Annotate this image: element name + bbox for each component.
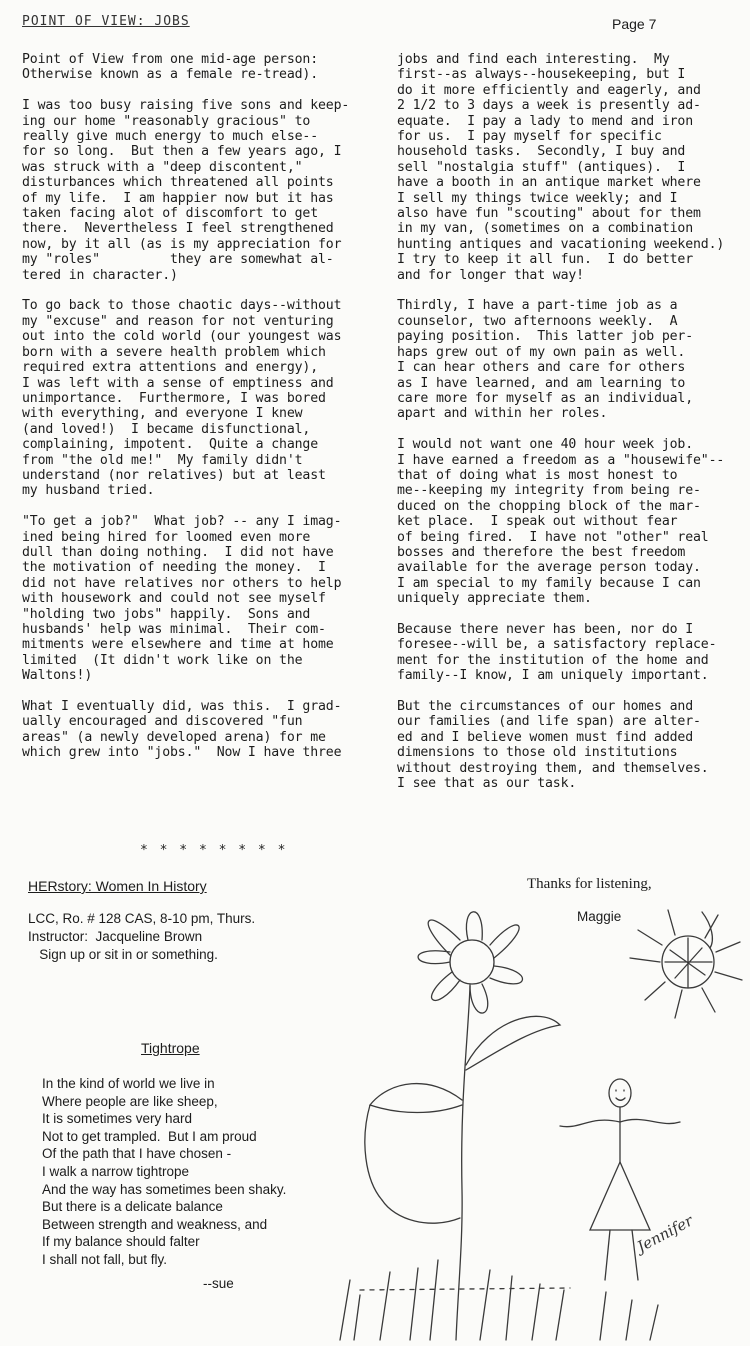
- section-header: POINT OF VIEW: JOBS: [22, 14, 190, 29]
- poem-line: Not to get trampled. But I am proud: [42, 1128, 257, 1144]
- article-paragraph: Point of View from one mid-age person: Otherwise known as a female re-tread).: [22, 52, 319, 83]
- poem-line: I walk a narrow tightrope: [42, 1163, 190, 1179]
- article-paragraph: Because there never has been, nor do I foresee--will be, a satisfactory replace- ment for the institution of the home and family--I know, I am uniquely important.: [397, 621, 717, 684]
- herstory-heading: HERstory: Women In History: [28, 878, 207, 894]
- article-paragraph: "To get a job?" What job? -- any I imag- ined being hired for loomed even more dull than doing nothing. I did not have the motivation of needing the money. I did not have relatives nor others to help with housework and could not see myself "holding two jobs" happily. Sons and husbands' help was minimal. Their com- mitments were elsewhere and time at home limited (It didn't work like on the Waltons!): [22, 514, 342, 684]
- closing-line: Thanks for listening,: [527, 876, 652, 892]
- star-separator: * * * * * * * *: [140, 843, 288, 858]
- poem-line: Between strength and weakness, and: [42, 1216, 268, 1232]
- sun-drawing: [630, 910, 742, 1018]
- poem-line: I shall not fall, but fly.: [42, 1251, 168, 1267]
- stick-figure-drawing: [560, 1079, 680, 1280]
- page-number: Page 7: [612, 16, 657, 32]
- article-paragraph: I was too busy raising five sons and keep- ing our home "reasonably gracious" to really give much energy to much else-- for so long. But then a few years ago, I was struck with a "deep discontent," disturbances which threatened all points of my life. I am happier now but it has taken facing alot of discomfort to get there. Nevertheless I feel strengthened now, by it all (as is my appreciation for my "roles" they are somewhat al- tered in character.): [22, 98, 350, 283]
- flower-drawing: [365, 912, 560, 1340]
- article-paragraph: Thirdly, I have a part-time job as a counselor, two afternoons weekly. A paying position. This latter job per- haps grew out of my own pain as well. I can hear others and care for others as I have learned, and am learning to care more for myself as an individual, apart and within her roles.: [397, 298, 694, 422]
- herstory-details: LCC, Ro. # 128 CAS, 8-10 pm, Thurs. Instructor: Jacqueline Brown Sign up or sit in or something.: [28, 911, 256, 962]
- artist-signature: Jennifer: [634, 1211, 696, 1256]
- article-paragraph: jobs and find each interesting. My first--as always--housekeeping, but I do it more efficiently and eagerly, and 2 1/2 to 3 days a week is presently ad- equate. I pay a lady to mend and iron for us. I pay myself for specific household tasks. Secondly, I buy and sell "nostalgia stuff" (antiques). I have a booth in an antique market where I sell my things twice weekly; and I also have fun "scouting" about for them in my van, (sometimes on a combination hunting antiques and vacationing weekend.) I try to keep it all fun. I do better and for longer that way!: [397, 52, 725, 283]
- poem-line: It is sometimes very hard: [42, 1111, 193, 1127]
- poem-body: [42, 1075, 286, 1269]
- poem-line: Where people are like sheep,: [42, 1093, 218, 1109]
- article-paragraph: What I eventually did, was this. I grad- ually encouraged and discovered "fun areas" (a newly developed arena) for me which grew into "jobs." Now I have three: [22, 699, 342, 761]
- article-right-column: [397, 52, 747, 807]
- article-left-column: [22, 52, 372, 776]
- grass-drawing: [340, 1260, 658, 1340]
- author-signature: Maggie: [577, 909, 622, 924]
- poem-line: But there is a delicate balance: [42, 1199, 223, 1215]
- article-paragraph: But the circumstances of our homes and our families (and life span) are alter- ed and I believe women must find added dimensions to those old institutions without destroying them, and themselves. I see that as our task.: [397, 699, 709, 792]
- poem-line: If my balance should falter: [42, 1234, 200, 1250]
- child-drawing: [320, 900, 750, 1346]
- poem-line: In the kind of world we live in: [42, 1076, 215, 1091]
- poem-author: --sue: [203, 1276, 234, 1291]
- poem-line: And the way has sometimes been shaky.: [42, 1181, 287, 1197]
- poem-line: Of the path that I have chosen -: [42, 1146, 232, 1162]
- poem-title: Tightrope: [141, 1040, 200, 1056]
- article-paragraph: I would not want one 40 hour week job. I have earned a freedom as a "housewife"-- that of doing what is most honest to me--keeping my integrity from being re- duced on the chopping block of the mar- ket place. I speak out without fear of being fired. I have not "other" real bosses and therefore the best freedom available for the average person today. I am special to my family because I can uniquely appreciate them.: [397, 437, 725, 607]
- article-paragraph: To go back to those chaotic days--without my "excuse" and reason for not venturing out into the cold world (our youngest was born with a severe health problem which required extra attentions and energy), I was left with a sense of emptiness and unimportance. Furthermore, I was bored with everything, and everyone I knew (and loved!) I became disfunctional, complaining, impotent. Quite a change from "the old me!" My family didn't understand (nor relatives) but at least my husband tried.: [22, 298, 342, 499]
